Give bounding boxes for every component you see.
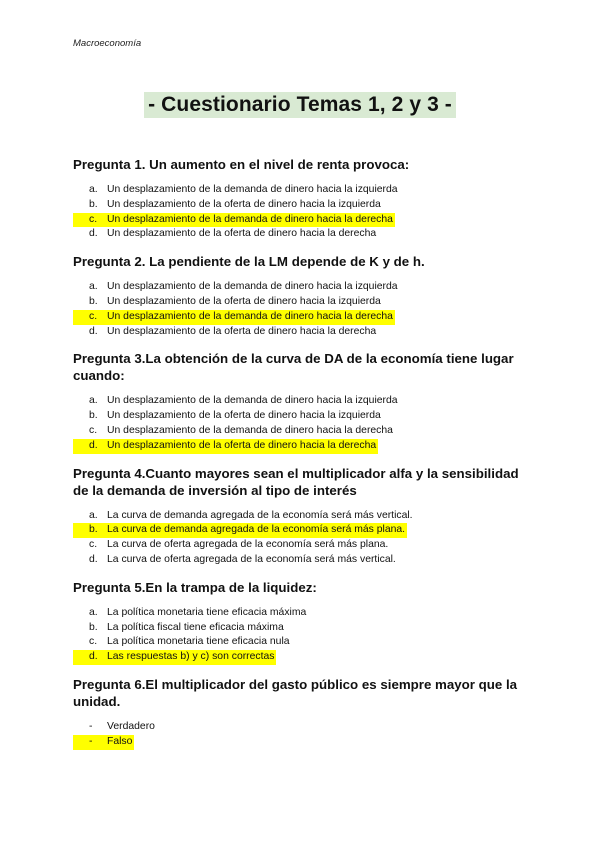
page-title: - Cuestionario Temas 1, 2 y 3 -	[144, 92, 456, 118]
option-letter: a.	[89, 395, 98, 407]
answer-option	[73, 424, 523, 439]
option-text: La política fiscal tiene eficacia máxima	[107, 621, 284, 633]
option-text: Un desplazamiento de la oferta de dinero hacia la izquierda	[107, 198, 381, 210]
answer-options	[73, 606, 523, 665]
option-text: La curva de demanda agregada de la economía será más vertical.	[107, 509, 413, 521]
option-text: La curva de oferta agregada de la economía será más plana.	[107, 539, 389, 551]
option-text: Un desplazamiento de la oferta de dinero hacia la derecha	[107, 228, 377, 240]
option-letter: a.	[89, 184, 98, 195]
option-letter: a.	[89, 606, 98, 618]
question-title: Pregunta 1. Un aumento en el nivel de renta provoca:	[73, 157, 410, 172]
option-letter: c.	[73, 213, 107, 228]
option-letter: d.	[73, 650, 107, 665]
question-title: Pregunta 6.El multiplicador del gasto público es siempre mayor que la unidad.	[73, 676, 518, 709]
title-container	[0, 92, 600, 118]
option-text: Un desplazamiento de la oferta de dinero hacia la derecha	[107, 325, 377, 337]
option-letter: c.	[89, 424, 98, 436]
answer-option	[73, 538, 523, 553]
option-text: La política monetaria tiene eficacia nula	[107, 636, 290, 648]
option-text: Un desplazamiento de la oferta de dinero hacia la izquierda	[107, 410, 381, 422]
answer-option	[73, 635, 523, 650]
option-letter: c.	[89, 539, 98, 551]
question-title: Pregunta 4.Cuanto mayores sean el multiplicador alfa y la sensibilidad de la demanda de inversión al tipo de interés	[73, 465, 519, 498]
option-letter: c.	[73, 310, 107, 325]
option-letter: b.	[73, 523, 107, 538]
option-letter: b.	[89, 621, 98, 633]
question-1	[73, 156, 523, 242]
option-text: Un desplazamiento de la demanda de dinero hacia la derecha	[107, 424, 393, 436]
answer-option	[73, 183, 523, 198]
option-text: Verdadero	[107, 720, 155, 732]
answer-option	[73, 720, 523, 735]
answer-options	[73, 183, 523, 242]
answer-option	[73, 409, 523, 424]
option-text: Un desplazamiento de la demanda de dinero hacia la derecha	[107, 213, 395, 228]
option-text: La curva de demanda agregada de la economía será más plana.	[107, 523, 407, 538]
question-6	[73, 676, 523, 750]
option-text: Un desplazamiento de la demanda de dinero hacia la izquierda	[107, 395, 398, 407]
option-letter: b.	[89, 295, 98, 307]
answer-option-highlighted	[73, 439, 523, 454]
question-3	[73, 350, 523, 453]
answer-option	[73, 509, 523, 524]
question-title: Pregunta 5.En la trampa de la liquidez:	[73, 579, 317, 595]
page-header: Macroeconomía	[73, 38, 142, 49]
option-letter: a.	[89, 509, 98, 521]
question-2	[73, 253, 523, 339]
answer-option-highlighted	[73, 523, 523, 538]
option-text: Un desplazamiento de la demanda de dinero hacia la izquierda	[107, 281, 398, 293]
option-letter: d.	[89, 553, 98, 565]
option-text: Un desplazamiento de la oferta de dinero hacia la derecha	[107, 439, 378, 454]
option-text: Un desplazamiento de la oferta de dinero hacia la izquierda	[107, 295, 381, 307]
questions-list	[73, 156, 523, 761]
answer-options	[73, 509, 523, 568]
answer-option	[73, 553, 523, 568]
option-text: Las respuestas b) y c) son correctas	[107, 650, 276, 665]
answer-option	[73, 394, 523, 409]
question-title: Pregunta 2. La pendiente de la LM depende de K y de h.	[73, 254, 425, 270]
answer-options	[73, 720, 523, 750]
answer-option	[73, 621, 523, 636]
answer-option	[73, 280, 523, 295]
answer-option	[73, 198, 523, 213]
option-letter: d.	[89, 325, 98, 337]
option-letter: d.	[73, 439, 107, 454]
option-letter: b.	[89, 410, 98, 422]
option-text: Un desplazamiento de la demanda de dinero hacia la izquierda	[107, 184, 398, 195]
question-5	[73, 579, 523, 665]
answer-option	[73, 295, 523, 310]
answer-option	[73, 325, 523, 340]
option-text: Un desplazamiento de la demanda de dinero hacia la derecha	[107, 310, 395, 325]
answer-option-highlighted	[73, 735, 523, 750]
answer-option-highlighted	[73, 650, 523, 665]
option-text: Falso	[107, 735, 134, 750]
option-letter: a.	[89, 281, 98, 293]
answer-option-highlighted	[73, 310, 523, 325]
answer-option	[73, 606, 523, 621]
answer-option-highlighted	[73, 213, 523, 228]
answer-option	[73, 227, 523, 242]
question-4	[73, 465, 523, 568]
option-letter: c.	[89, 636, 98, 648]
answer-options	[73, 394, 523, 453]
answer-options	[73, 280, 523, 339]
option-letter: -	[73, 735, 107, 750]
option-letter: -	[89, 720, 93, 732]
option-text: La curva de oferta agregada de la economía será más vertical.	[107, 553, 396, 565]
option-letter: d.	[89, 228, 98, 240]
option-text: La política monetaria tiene eficacia máxima	[107, 606, 307, 618]
option-letter: b.	[89, 198, 98, 210]
question-title: Pregunta 3.La obtención de la curva de DA de la economía tiene lugar cuando:	[73, 351, 514, 384]
